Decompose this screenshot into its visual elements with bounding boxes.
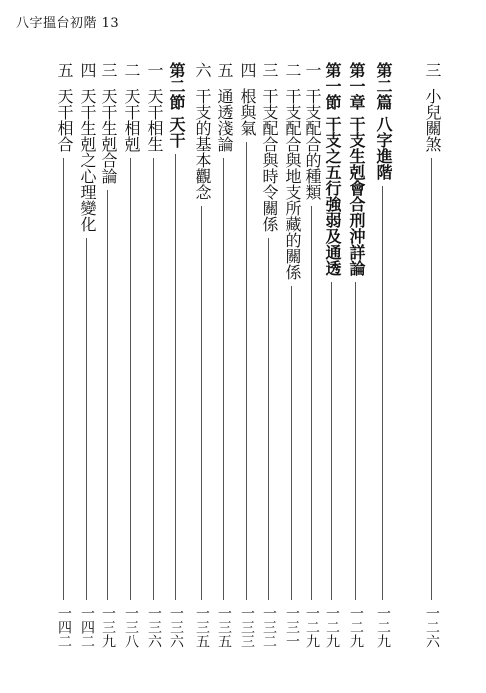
toc-entry-label bbox=[301, 62, 323, 200]
toc-entry-title: 天干 bbox=[167, 116, 186, 148]
toc-entry-title: 干支配合與時令關係 bbox=[260, 88, 279, 232]
toc-entry-number: 第二節 bbox=[167, 62, 186, 110]
toc-entry-title: 根與氣 bbox=[238, 88, 257, 136]
toc-entry-label bbox=[97, 62, 119, 184]
toc-entry-number: 三 bbox=[99, 62, 118, 78]
dotted-leader-line bbox=[268, 238, 269, 600]
dotted-leader-line bbox=[130, 158, 131, 600]
toc-entry bbox=[301, 62, 323, 662]
dotted-leader-line bbox=[63, 158, 64, 600]
toc-entry-label bbox=[321, 62, 343, 276]
toc-entry bbox=[321, 62, 343, 662]
toc-entry-label bbox=[76, 62, 98, 232]
toc-entry-number: 一 bbox=[303, 62, 322, 78]
toc-entry bbox=[97, 62, 119, 662]
toc-entry-page-number: 一二九 bbox=[375, 606, 391, 648]
toc-entry-page-number: 一三五 bbox=[194, 606, 210, 648]
toc-entry-title: 干支生剋會合刑沖詳論 bbox=[347, 116, 366, 276]
toc-entry-number: 第二篇 bbox=[374, 62, 393, 110]
dotted-leader-line bbox=[201, 206, 202, 600]
toc-entry bbox=[258, 62, 280, 662]
dotted-leader-line bbox=[223, 158, 224, 600]
toc-entry bbox=[421, 62, 443, 662]
toc-entry-page-number: 一三九 bbox=[100, 606, 116, 648]
toc-entry bbox=[345, 62, 367, 662]
toc-entry-label bbox=[213, 62, 235, 152]
toc-entry-title: 八字進階 bbox=[374, 116, 393, 180]
toc-entry-title: 天干相合 bbox=[55, 88, 74, 152]
dotted-leader-line bbox=[431, 158, 432, 600]
toc-entry-label bbox=[143, 62, 165, 152]
toc-entry-title: 天干相剋 bbox=[122, 88, 141, 152]
toc-entry-title: 干支配合的種類 bbox=[303, 88, 322, 200]
toc-entry-number: 四 bbox=[78, 62, 97, 78]
dotted-leader-line bbox=[153, 158, 154, 600]
toc-entry-title: 干支之五行強弱及通透 bbox=[323, 116, 342, 276]
dotted-leader-line bbox=[331, 282, 332, 600]
toc-entry-number: 三 bbox=[260, 62, 279, 78]
toc-entry-title: 天干相生 bbox=[145, 88, 164, 152]
toc-entry-number: 二 bbox=[122, 62, 141, 78]
dotted-leader-line bbox=[382, 186, 383, 600]
toc-entry bbox=[143, 62, 165, 662]
toc-entry bbox=[236, 62, 258, 662]
toc-entry-label bbox=[236, 62, 258, 136]
toc-entry-label bbox=[191, 62, 213, 200]
toc-entry-page-number: 一四二 bbox=[56, 606, 72, 648]
running-header: 八字搵台初階 13 bbox=[16, 16, 120, 31]
toc-entry bbox=[53, 62, 75, 662]
toc-entry-page-number: 一三六 bbox=[146, 606, 162, 648]
toc-entry bbox=[165, 62, 187, 662]
dotted-leader-line bbox=[311, 206, 312, 600]
toc-entry-label bbox=[120, 62, 142, 152]
toc-entry-page-number: 一二六 bbox=[424, 606, 440, 648]
dotted-leader-line bbox=[175, 154, 176, 600]
toc-entry-title: 小兒關煞 bbox=[423, 88, 442, 152]
toc-entry-page-number: 一二九 bbox=[304, 606, 320, 648]
toc-entry-page-number: 一三三 bbox=[239, 606, 255, 648]
toc-entry-number: 第一節 bbox=[323, 62, 342, 110]
toc-entry-page-number: 一四二 bbox=[79, 606, 95, 648]
toc-entry-number: 一 bbox=[145, 62, 164, 78]
toc-entry-label bbox=[281, 62, 303, 280]
toc-entry-number: 五 bbox=[215, 62, 234, 78]
toc-entry-title: 天干生剋之心理變化 bbox=[78, 88, 97, 232]
toc-entry-number: 二 bbox=[283, 62, 302, 78]
dotted-leader-line bbox=[86, 238, 87, 600]
toc-entry-title: 干支的基本觀念 bbox=[193, 88, 212, 200]
toc-entry-label bbox=[345, 62, 367, 276]
toc-entry bbox=[281, 62, 303, 662]
toc-entry-title: 干支配合與地支所藏的關係 bbox=[283, 88, 302, 280]
toc-entry-number: 五 bbox=[55, 62, 74, 78]
toc-entry bbox=[191, 62, 213, 662]
toc-entry-number: 三 bbox=[423, 62, 442, 78]
dotted-leader-line bbox=[107, 190, 108, 600]
dotted-leader-line bbox=[355, 282, 356, 600]
toc-entry-number: 六 bbox=[193, 62, 212, 78]
toc-entry bbox=[120, 62, 142, 662]
toc-entry-number: 第一章 bbox=[347, 62, 366, 110]
toc-entry-label bbox=[421, 62, 443, 152]
toc-entry-label bbox=[372, 62, 394, 180]
toc-entry-page-number: 一三八 bbox=[123, 606, 139, 648]
toc-entry-number: 四 bbox=[238, 62, 257, 78]
toc-entry-page-number: 一三二 bbox=[261, 606, 277, 648]
toc-entry bbox=[213, 62, 235, 662]
toc-entry-label bbox=[165, 62, 187, 148]
toc-entry bbox=[76, 62, 98, 662]
toc-entry-title: 通透淺論 bbox=[215, 88, 234, 152]
toc-entry-label bbox=[53, 62, 75, 152]
toc-entry-page-number: 一二九 bbox=[348, 606, 364, 648]
toc-entry-page-number: 一三五 bbox=[216, 606, 232, 648]
toc-entry-page-number: 一三一 bbox=[284, 606, 300, 648]
toc-entry-label bbox=[258, 62, 280, 232]
toc-entry-page-number: 一三六 bbox=[168, 606, 184, 648]
toc-entry-page-number: 一二九 bbox=[324, 606, 340, 648]
dotted-leader-line bbox=[246, 142, 247, 600]
dotted-leader-line bbox=[291, 286, 292, 600]
toc-entry bbox=[372, 62, 394, 662]
toc-entry-title: 天干生剋合論 bbox=[99, 88, 118, 184]
